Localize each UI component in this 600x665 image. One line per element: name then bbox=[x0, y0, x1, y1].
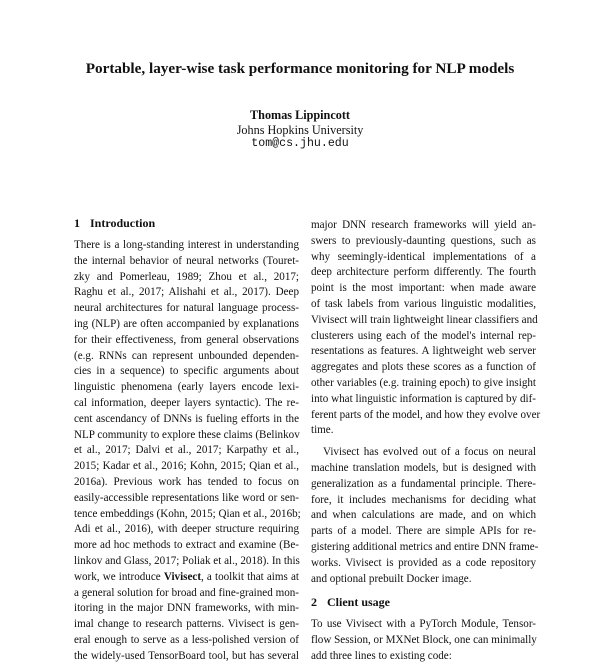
text-line: of task labels from various linguistic modalities, bbox=[311, 297, 536, 310]
text-line: Raghu et al., 2017; Alishahi et al., 2017). Deep bbox=[74, 286, 299, 299]
text-line: Vivisect has evolved out of a focus on neural bbox=[323, 446, 536, 459]
section-number: 1 bbox=[74, 216, 80, 230]
right-paragraph-1 bbox=[311, 218, 541, 439]
text-line: and when calculations are made, and on which bbox=[311, 509, 536, 522]
text-line: more ad hoc methods to extract and examine (Be- bbox=[74, 539, 299, 552]
tool-name: Vivisect bbox=[163, 570, 202, 583]
author-affiliation: Johns Hopkins University bbox=[236, 122, 364, 137]
text-line: parts of a model. There are simple APIs for re- bbox=[311, 525, 536, 538]
text-line: 2016a). Previous work has tended to focus on bbox=[74, 475, 299, 488]
text-line: Vivisect will train lightweight linear classifiers and bbox=[311, 313, 538, 326]
text-line: tence embeddings (Kohn, 2015; Qian et al., 2016b; bbox=[74, 507, 301, 520]
text-line: machine translation models, but is designed with bbox=[311, 461, 536, 474]
text-line: flow Session, or MXNet Block, one can minimally bbox=[311, 634, 537, 647]
text-line: and optional prebuilt Docker image. bbox=[311, 572, 472, 585]
paper-title: Portable, layer-wise task performance monitoring for NLP models bbox=[85, 60, 515, 77]
text-line: ferent parts of the model, and how they evolve over bbox=[311, 408, 541, 421]
text-line: point is the most important: when made aware bbox=[311, 282, 536, 295]
text-line: Adi et al., 2016), with deeper structure requiring bbox=[74, 523, 299, 536]
text-line: the internal behavior of neural networks (Touret- bbox=[74, 254, 299, 267]
right-paragraph-2 bbox=[311, 445, 539, 587]
author-name: Thomas Lippincott bbox=[250, 108, 350, 122]
text-line: itoring in the major DNN frameworks, with min- bbox=[74, 602, 299, 615]
left-column bbox=[74, 214, 299, 665]
text-line: works. Vivisect is provided as a code repository bbox=[311, 556, 536, 569]
text-line: zky and Pomerleau, 1989; Zhou et al., 2017; bbox=[74, 270, 299, 283]
text-line: easily-accessible representations like word or sen- bbox=[74, 491, 299, 504]
text-line: add three lines to existing code: bbox=[311, 649, 452, 662]
text-line: et al., 2017; Dalvi et al., 2017; Karpathy et al., bbox=[74, 444, 299, 457]
text-line: NLP community to explore these claims (Belinkov bbox=[74, 428, 300, 441]
text-line: linguistic phenomena (early layers encode lexi- bbox=[74, 381, 299, 394]
right-paragraph-3 bbox=[311, 617, 536, 664]
text-line: cies in a sequence) to specific arguments about bbox=[74, 365, 299, 378]
section-title: Client usage bbox=[327, 595, 390, 610]
text-line: major DNN research frameworks will yield an- bbox=[311, 219, 536, 231]
text-line: resentations as features. A lightweight web server bbox=[311, 345, 536, 358]
text-line: eral enough to serve as a less-polished version of bbox=[74, 633, 299, 646]
right-column bbox=[311, 218, 541, 665]
text-line: To use Vivisect with a PyTorch Module, Tensor- bbox=[311, 618, 536, 631]
text-line: ing (NLP) are often accompanied by explanations bbox=[74, 317, 299, 330]
text-line: why seemingly-identical implementations of a bbox=[311, 250, 536, 263]
text-line: deep architecture perform differently. The fourth bbox=[311, 266, 536, 279]
tool-line-prefix: work, we introduce bbox=[74, 570, 164, 583]
author-block bbox=[0, 108, 600, 152]
text-line: gistering additional metrics and entire DNN frame- bbox=[311, 540, 539, 553]
text-line-tool-intro bbox=[74, 570, 299, 586]
text-line: neural architectures for natural language process- bbox=[74, 302, 299, 315]
text-line: imal change to research patterns. Vivisect is gen- bbox=[74, 618, 299, 631]
text-line: linkov and Glass, 2017; Poliak et al., 2018). In this bbox=[74, 554, 300, 567]
text-line: cent ascendancy of DNNs is fueling efforts in the bbox=[74, 412, 299, 425]
text-line: (e.g. RNNs can represent unbounded dependen- bbox=[74, 349, 299, 362]
text-line: fore, it includes mechanisms for deciding what bbox=[311, 493, 536, 506]
section-number: 2 bbox=[311, 595, 317, 610]
section-heading-introduction bbox=[74, 214, 299, 232]
text-line: swers to previously-daunting questions, such as bbox=[311, 234, 536, 247]
text-line: clusterers using each of the model's internal rep- bbox=[311, 329, 536, 342]
author-email[interactable]: tom@cs.jhu.edu bbox=[251, 137, 349, 151]
text-line: time. bbox=[311, 424, 334, 437]
section-heading-client-usage bbox=[311, 593, 536, 611]
section-title: Introduction bbox=[90, 216, 156, 230]
text-line: There is a long-standing interest in understanding bbox=[74, 239, 299, 251]
text-line: cal information, deeper layers syntactic). The re- bbox=[74, 396, 299, 409]
text-line: generalization as a fundamental principle. There- bbox=[311, 477, 536, 490]
text-line: a general solution for broad and fine-grained mon- bbox=[74, 586, 299, 599]
tool-line-suffix: , a toolkit that aims at bbox=[201, 570, 299, 583]
text-line: the widely-used TensorBoard tool, but has several bbox=[74, 649, 299, 662]
intro-paragraph bbox=[74, 238, 299, 665]
text-line: aggregates and plots these scores as a function of bbox=[311, 361, 536, 374]
text-line: 2015; Kadar et al., 2016; Kohn, 2015; Qian et al., bbox=[74, 460, 299, 473]
text-line: other variables (e.g. training epoch) to give insight bbox=[311, 376, 536, 389]
text-line: into what linguistic information is captured by dif- bbox=[311, 392, 536, 405]
text-line: for their effectiveness, from general observations bbox=[74, 333, 299, 346]
